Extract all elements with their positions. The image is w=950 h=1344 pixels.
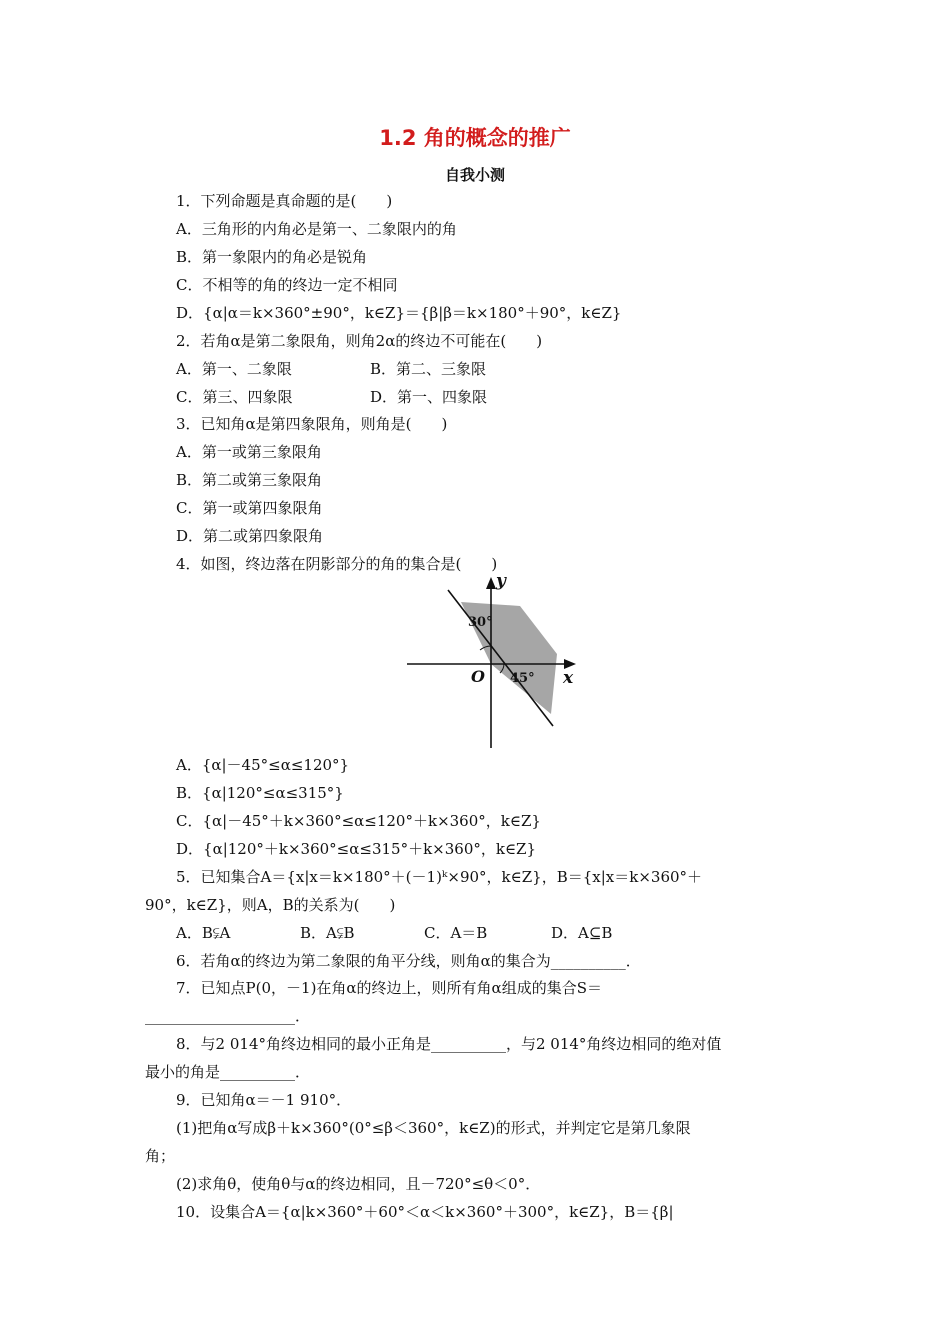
q9-part1-line1: (1)把角α写成β＋k×360°(0°≤β＜360°，k∈Z)的形式，并判定它是第几象限	[176, 1119, 691, 1137]
q3-option-c: C．第一或第四象限角	[176, 499, 323, 517]
q4-option-a: A．{α|－45°≤α≤120°}	[176, 756, 350, 774]
q8-line1: 8．与2 014°角终边相同的最小正角是__________，与2 014°角终边相同的绝对值	[176, 1035, 722, 1053]
q3-option-b: B．第二或第三象限角	[176, 471, 323, 489]
x-label: x	[563, 668, 574, 688]
angle-label-30: 30°	[468, 615, 493, 630]
q5-option-c: C．A＝B	[424, 924, 488, 942]
q1-option-b: B．第一象限内的角必是锐角	[176, 248, 368, 266]
q1-stem: 1．下列命题是真命题的是( )	[176, 192, 393, 210]
q2-option-d: D．第一、四象限	[370, 388, 488, 406]
q10-text: 10．设集合A＝{α|k×360°＋60°＜α＜k×360°＋300°，k∈Z}，B＝{β|	[176, 1203, 674, 1221]
q5-option-a: A．B⫋A	[176, 924, 231, 942]
q2-option-b: B．第二、三象限	[370, 360, 487, 378]
q3-option-a: A．第一或第三象限角	[176, 443, 322, 461]
y-label: y	[496, 574, 506, 591]
section-subtitle: 自我小测	[444, 166, 505, 184]
q6-text: 6．若角α的终边为第二象限的角平分线，则角α的集合为__________．	[176, 952, 641, 970]
q5-option-d: D．A⊆B	[551, 924, 613, 942]
q4-option-b: B．{α|120°≤α≤315°}	[176, 784, 344, 802]
q9-stem: 9．已知角α＝－1 910°．	[176, 1091, 352, 1109]
q8-line2: 最小的角是__________．	[145, 1063, 311, 1081]
coordinate-diagram	[400, 574, 590, 750]
q7-line2: ____________________．	[145, 1007, 311, 1025]
q5-option-b: B．A⫋B	[300, 924, 355, 942]
page-title: 1.2 角的概念的推广	[379, 126, 571, 150]
q7-line1: 7．已知点P(0，－1)在角α的终边上，则所有角α组成的集合S＝	[176, 979, 602, 997]
y-axis-arrow	[486, 577, 496, 589]
q9-part2: (2)求角θ，使角θ与α的终边相同，且－720°≤θ＜0°．	[176, 1175, 541, 1193]
q3-stem: 3．已知角α是第四象限角，则角是( )	[176, 415, 448, 433]
q1-option-d: D．{α|α＝k×360°±90°，k∈Z}＝{β|β＝k×180°＋90°，k∈Z}	[176, 304, 622, 322]
q1-option-c: C．不相等的角的终边一定不相同	[176, 276, 398, 294]
q4-option-d: D．{α|120°＋k×360°≤α≤315°＋k×360°，k∈Z}	[176, 840, 537, 858]
q3-option-d: D．第二或第四象限角	[176, 527, 324, 545]
q5-line2: 90°，k∈Z}，则A，B的关系为( )	[145, 896, 396, 914]
q4-option-c: C．{α|－45°＋k×360°≤α≤120°＋k×360°，k∈Z}	[176, 812, 541, 830]
q4-stem: 4．如图，终边落在阴影部分的角的集合是( )	[176, 555, 498, 573]
q2-stem: 2．若角α是第二象限角，则角2α的终边不可能在( )	[176, 332, 543, 350]
q5-line1: 5．已知集合A＝{x|x＝k×180°＋(－1)ᵏ×90°，k∈Z}，B＝{x|x＝k×360°＋	[176, 868, 703, 886]
q2-option-a: A．第一、二象限	[176, 360, 292, 378]
q4-figure	[400, 574, 590, 750]
angle-label-45: 45°	[510, 671, 535, 686]
q9-part1-line2: 角；	[145, 1147, 176, 1165]
q2-option-c: C．第三、四象限	[176, 388, 293, 406]
origin-label: O	[471, 667, 485, 686]
q1-option-a: A．三角形的内角必是第一、二象限内的角	[176, 220, 457, 238]
